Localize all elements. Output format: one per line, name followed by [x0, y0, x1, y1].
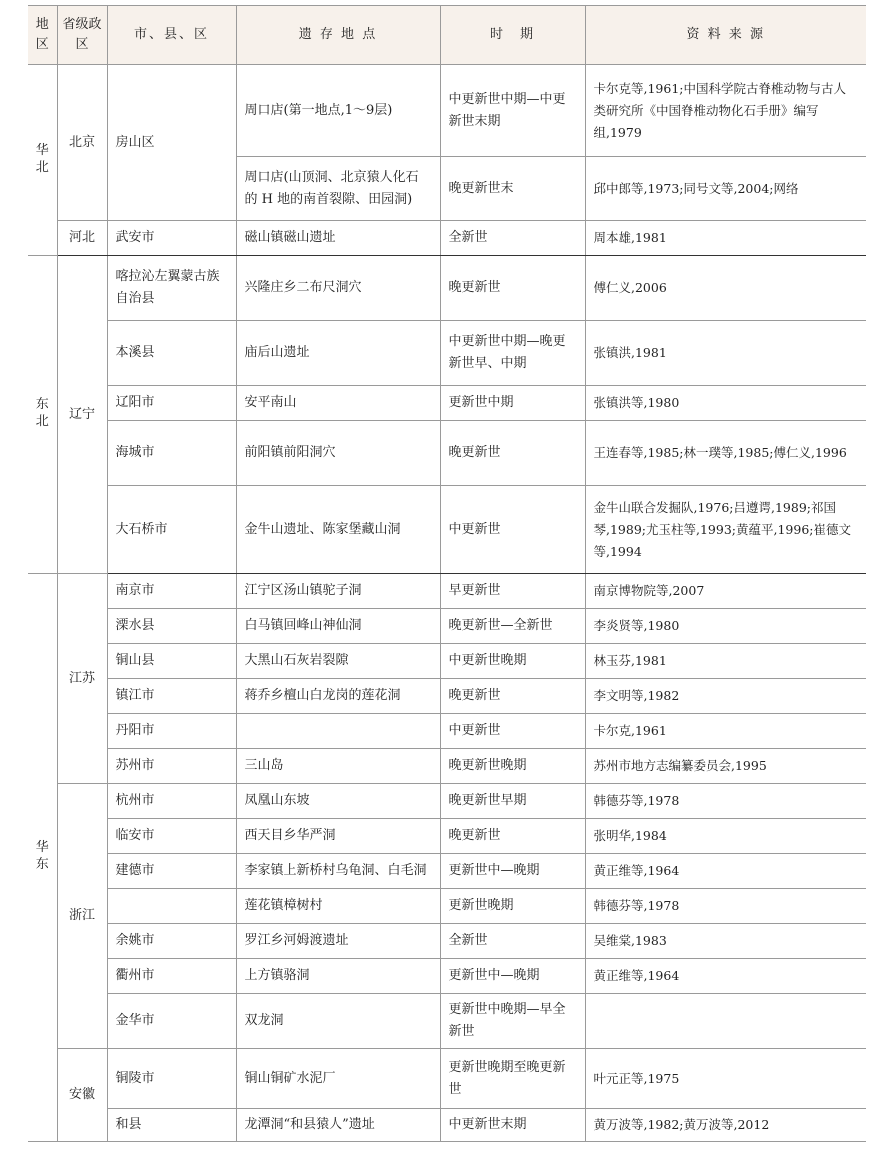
header-site: 遗 存 地 点: [236, 6, 440, 65]
city-cell: 南京市: [107, 574, 236, 609]
city-cell: 杭州市: [107, 784, 236, 819]
city-cell: 铜山县: [107, 644, 236, 679]
period-cell: 晚更新世: [440, 256, 585, 321]
period-cell: 中更新世晚期: [440, 644, 585, 679]
site-cell: 上方镇骆洞: [236, 959, 440, 994]
city-cell: 本溪县: [107, 321, 236, 386]
city-cell: 海城市: [107, 421, 236, 486]
period-cell: 中更新世: [440, 486, 585, 574]
table-row: [28, 924, 866, 959]
region-cell: 东北: [28, 256, 57, 574]
region-cell: 华东: [28, 574, 57, 1142]
table-row: [28, 714, 866, 749]
province-cell: 北京: [57, 65, 107, 221]
period-cell: 全新世: [440, 221, 585, 256]
period-cell: 早更新世: [440, 574, 585, 609]
table-row: [28, 486, 866, 574]
table-row: [28, 256, 866, 321]
city-cell: 镇江市: [107, 679, 236, 714]
site-cell: 铜山铜矿水泥厂: [236, 1049, 440, 1109]
site-cell: 周口店(第一地点,1～9层): [236, 65, 440, 157]
city-cell: 房山区: [107, 65, 236, 221]
site-cell: 西天目乡华严洞: [236, 819, 440, 854]
city-cell: 丹阳市: [107, 714, 236, 749]
table-row: [28, 994, 866, 1049]
site-cell: 罗江乡河姆渡遗址: [236, 924, 440, 959]
table-row: [28, 1049, 866, 1109]
period-cell: 更新世晚期至晚更新世: [440, 1049, 585, 1109]
site-cell: 前阳镇前阳洞穴: [236, 421, 440, 486]
site-cell: 三山岛: [236, 749, 440, 784]
source-cell: 南京博物院等,2007: [585, 574, 866, 609]
header-province: 省级政区: [57, 6, 107, 65]
site-cell: 龙潭洞“和县猿人”遗址: [236, 1109, 440, 1142]
source-cell: 黄万波等,1982;黄万波等,2012: [585, 1109, 866, 1142]
source-cell: 王连春等,1985;林一璞等,1985;傅仁义,1996: [585, 421, 866, 486]
source-cell: 林玉芬,1981: [585, 644, 866, 679]
table-row: [28, 221, 866, 256]
province-cell: 辽宁: [57, 256, 107, 574]
source-cell: 卡尔克,1961: [585, 714, 866, 749]
source-cell: 黄正维等,1964: [585, 854, 866, 889]
period-cell: 全新世: [440, 924, 585, 959]
city-cell: 大石桥市: [107, 486, 236, 574]
province-cell: 江苏: [57, 574, 107, 784]
period-cell: 更新世中期: [440, 386, 585, 421]
period-cell: 中更新世中期—晚更新世早、中期: [440, 321, 585, 386]
site-cell: 白马镇回峰山神仙洞: [236, 609, 440, 644]
table-row: [28, 679, 866, 714]
source-cell: 傅仁义,2006: [585, 256, 866, 321]
source-cell: 韩德芬等,1978: [585, 784, 866, 819]
period-cell: 中更新世末期: [440, 1109, 585, 1142]
header-region: 地区: [28, 6, 57, 65]
period-cell: 晚更新世: [440, 679, 585, 714]
table-row: [28, 421, 866, 486]
species-distribution-table: [28, 5, 866, 1142]
site-cell: 庙后山遗址: [236, 321, 440, 386]
source-cell: 金牛山联合发掘队,1976;吕遵谔,1989;祁国琴,1989;尤玉柱等,1993;黄蕴平,1996;崔德文等,1994: [585, 486, 866, 574]
period-cell: 中更新世中期—中更新世末期: [440, 65, 585, 157]
period-cell: 更新世中—晚期: [440, 854, 585, 889]
city-cell: 溧水县: [107, 609, 236, 644]
site-cell: [236, 714, 440, 749]
city-cell: [107, 889, 236, 924]
source-cell: 韩德芬等,1978: [585, 889, 866, 924]
period-cell: 晚更新世—全新世: [440, 609, 585, 644]
header-source: 资 料 来 源: [585, 6, 866, 65]
city-cell: 余姚市: [107, 924, 236, 959]
city-cell: 建德市: [107, 854, 236, 889]
period-cell: 晚更新世早期: [440, 784, 585, 819]
city-cell: 铜陵市: [107, 1049, 236, 1109]
site-cell: 莲花镇樟树村: [236, 889, 440, 924]
site-cell: 金牛山遗址、陈家堡藏山洞: [236, 486, 440, 574]
source-cell: 卡尔克等,1961;中国科学院古脊椎动物与古人类研究所《中国脊椎动物化石手册》编写组,1979: [585, 65, 866, 157]
source-cell: 邱中郎等,1973;同号文等,2004;网络: [585, 157, 866, 221]
table-row: [28, 854, 866, 889]
header-city: 市、县、区: [107, 6, 236, 65]
site-cell: 大黑山石灰岩裂隙: [236, 644, 440, 679]
table-row: [28, 386, 866, 421]
site-cell: 凤凰山东坡: [236, 784, 440, 819]
site-cell: 江宁区汤山镇驼子洞: [236, 574, 440, 609]
source-cell: [585, 994, 866, 1049]
site-cell: 双龙洞: [236, 994, 440, 1049]
table-row: [28, 644, 866, 679]
source-cell: 周本雄,1981: [585, 221, 866, 256]
city-cell: 衢州市: [107, 959, 236, 994]
period-cell: 更新世中晚期—早全新世: [440, 994, 585, 1049]
city-cell: 临安市: [107, 819, 236, 854]
period-cell: 更新世中—晚期: [440, 959, 585, 994]
province-cell: 浙江: [57, 784, 107, 1049]
source-cell: 李炎贤等,1980: [585, 609, 866, 644]
source-cell: 张镇洪等,1980: [585, 386, 866, 421]
province-cell: 安徽: [57, 1049, 107, 1142]
table-row: [28, 749, 866, 784]
period-cell: 晚更新世末: [440, 157, 585, 221]
source-cell: 黄正维等,1964: [585, 959, 866, 994]
city-cell: 金华市: [107, 994, 236, 1049]
table-row: [28, 321, 866, 386]
site-cell: 蒋乔乡檀山白龙岗的莲花洞: [236, 679, 440, 714]
source-cell: 叶元正等,1975: [585, 1049, 866, 1109]
city-cell: 武安市: [107, 221, 236, 256]
table-row: [28, 889, 866, 924]
city-cell: 辽阳市: [107, 386, 236, 421]
site-cell: 安平南山: [236, 386, 440, 421]
region-cell: 华北: [28, 65, 57, 256]
table-row: [28, 1109, 866, 1142]
site-cell: 兴隆庄乡二布尺洞穴: [236, 256, 440, 321]
source-cell: 张明华,1984: [585, 819, 866, 854]
source-cell: 李文明等,1982: [585, 679, 866, 714]
source-cell: 张镇洪,1981: [585, 321, 866, 386]
table-row: [28, 819, 866, 854]
city-cell: 和县: [107, 1109, 236, 1142]
city-cell: 苏州市: [107, 749, 236, 784]
source-cell: 苏州市地方志编纂委员会,1995: [585, 749, 866, 784]
source-cell: 吴维棠,1983: [585, 924, 866, 959]
header-row: [28, 6, 866, 65]
period-cell: 晚更新世: [440, 819, 585, 854]
site-cell: 李家镇上新桥村乌龟洞、白毛洞: [236, 854, 440, 889]
site-cell: 周口店(山顶洞、北京猿人化石的 H 地的南首裂隙、田园洞): [236, 157, 440, 221]
table-row: [28, 959, 866, 994]
table-row: [28, 65, 866, 157]
table-row: [28, 784, 866, 819]
period-cell: 晚更新世: [440, 421, 585, 486]
site-cell: 磁山镇磁山遗址: [236, 221, 440, 256]
table-row: [28, 609, 866, 644]
table-row: [28, 574, 866, 609]
period-cell: 更新世晚期: [440, 889, 585, 924]
header-period: 时 期: [440, 6, 585, 65]
period-cell: 中更新世: [440, 714, 585, 749]
city-cell: 喀拉沁左翼蒙古族自治县: [107, 256, 236, 321]
province-cell: 河北: [57, 221, 107, 256]
period-cell: 晚更新世晚期: [440, 749, 585, 784]
